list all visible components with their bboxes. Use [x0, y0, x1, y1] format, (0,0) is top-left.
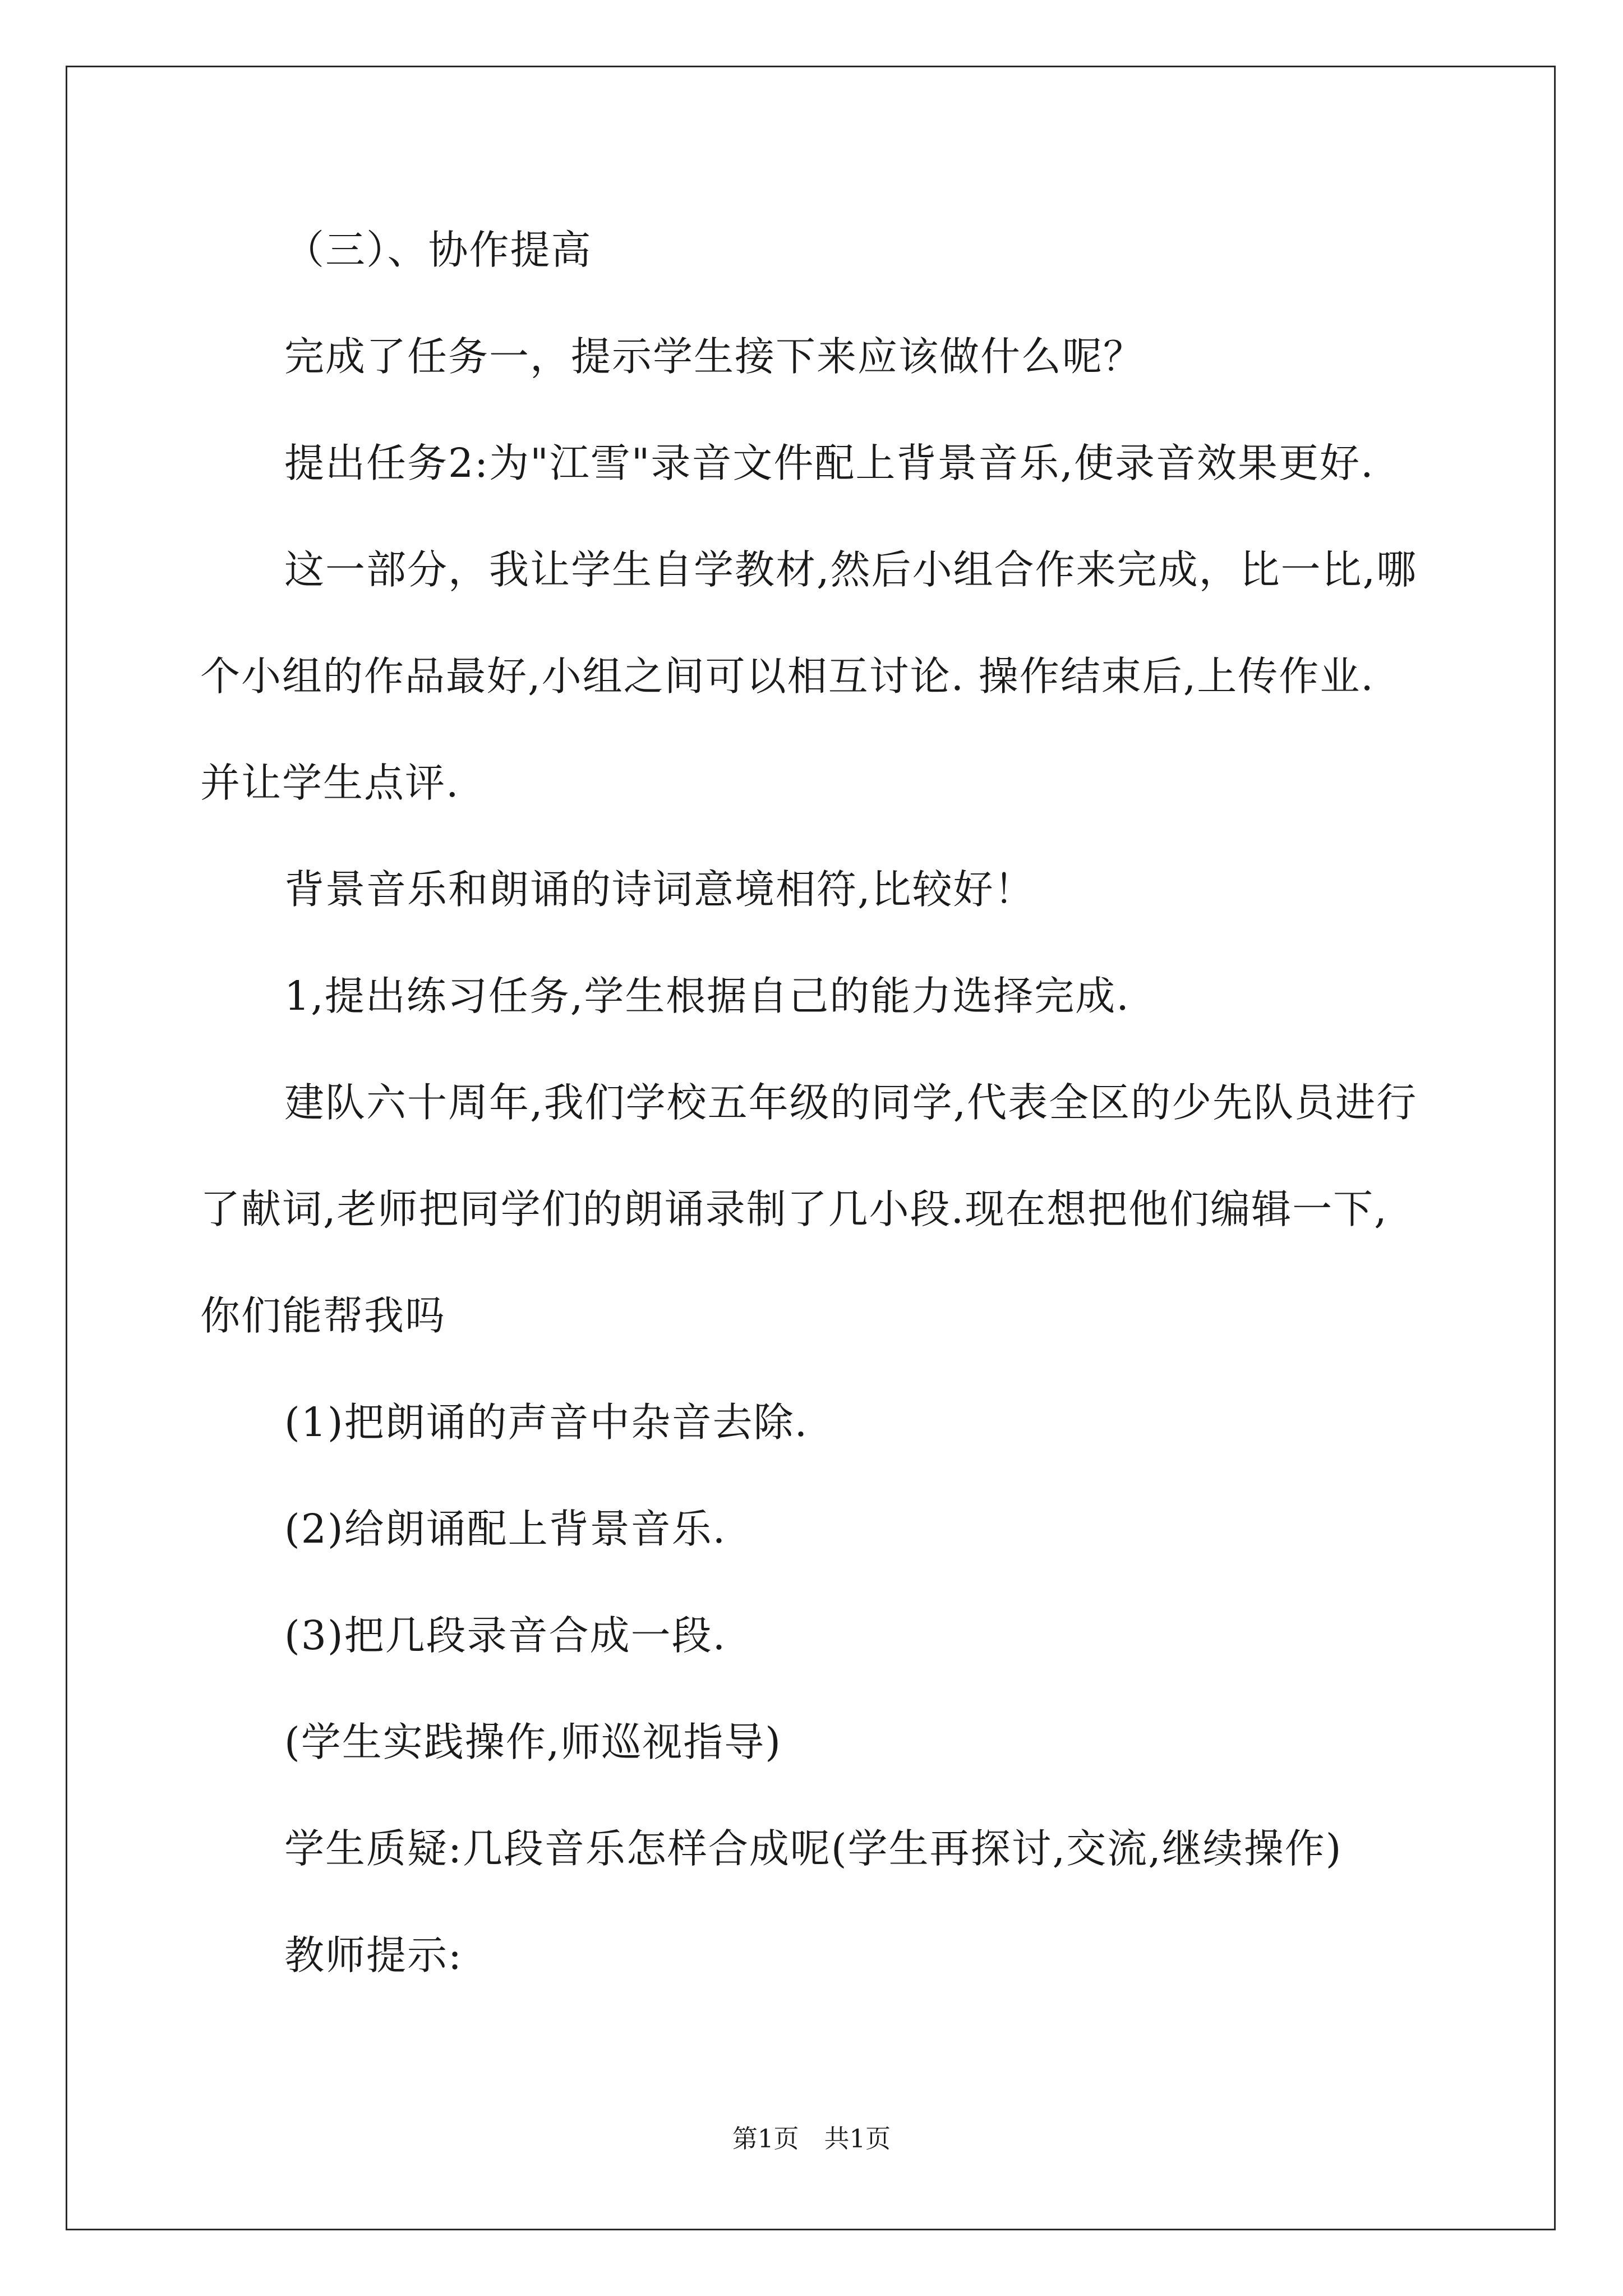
page-number-footer: 第1页 共1页: [732, 2124, 891, 2154]
paragraph-line: 背景音乐和朗诵的诗词意境相符,比较好！: [284, 866, 1035, 913]
paragraph-line: 教师提示:: [284, 1932, 463, 1978]
list-item: (1)把朗诵的声音中杂音去除.: [284, 1399, 809, 1446]
paragraph-line: 这一部分，我让学生自学教材,然后小组合作来完成，比一比,哪: [284, 546, 1418, 593]
page-border: [66, 66, 1556, 2230]
paragraph-line: 1,提出练习任务,学生根据自己的能力选择完成.: [284, 973, 1130, 1019]
paragraph-line: 完成了任务一，提示学生接下来应该做什么呢？: [284, 333, 1145, 380]
paragraph-line: 学生质疑:几段音乐怎样合成呢(学生再探讨,交流,继续操作): [284, 1825, 1343, 1872]
paragraph-line: 提出任务2:为"江雪"录音文件配上背景音乐,使录音效果更好.: [284, 440, 1375, 486]
paragraph-line: 个小组的作品最好,小组之间可以相互讨论. 操作结束后,上传作业.: [200, 653, 1375, 700]
paragraph-line: 并让学生点评.: [200, 760, 460, 806]
list-item: (2)给朗诵配上背景音乐.: [284, 1506, 727, 1552]
paragraph-line: 建队六十周年,我们学校五年级的同学,代表全区的少先队员进行: [284, 1079, 1418, 1126]
paragraph-line: 了献词,老师把同学们的朗诵录制了几小段.现在想把他们编辑一下,: [200, 1186, 1388, 1232]
section-heading: （三）、协作提高: [284, 227, 592, 273]
paragraph-line: 你们能帮我吗: [200, 1292, 446, 1339]
paragraph-line: (学生实践操作,师巡视指导): [284, 1719, 782, 1765]
list-item: (3)把几段录音合成一段.: [284, 1612, 727, 1659]
